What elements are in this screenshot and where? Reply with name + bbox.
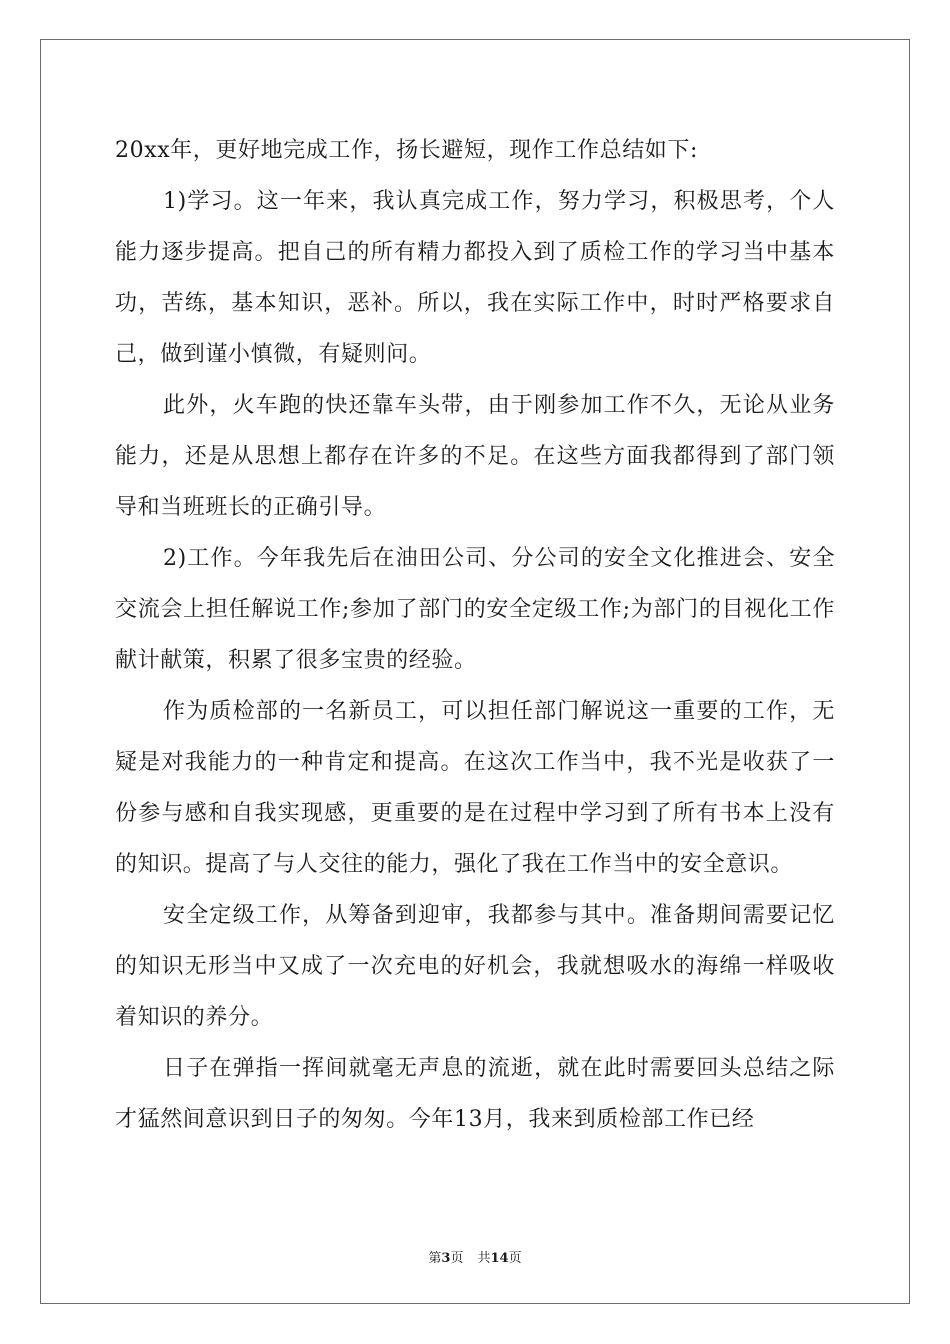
page-footer [0,1247,950,1266]
paragraph-6: 安全定级工作，从筹备到迎审，我都参与其中。准备期间需要记忆的知识无形当中又成了一次充电的好机会，我就想吸水的海绵一样吸收着知识的养分。 [115,903,835,1030]
paragraph-7: 日子在弹指一挥间就毫无声息的流逝，就在此时需要回头总结之际才猛然间意识到日子的匆匆。今年13月，我来到质检部工作已经 [115,1056,835,1132]
paragraph-2: 1)学习。这一年来，我认真完成工作，努力学习，积极思考，个人能力逐步提高。把自己的所有精力都投入到了质检工作的学习当中基本功，苦练，基本知识，恶补。所以，我在实际工作中，时时严格要求自己，做到谨小慎微，有疑则问。 [115,189,835,367]
page-prefix: 第 [428,1251,442,1266]
paragraph-5: 作为质检部的一名新员工，可以担任部门解说这一重要的工作，无疑是对我能力的一种肯定和提高。在这次工作当中，我不光是收获了一份参与感和自我实现感，更重要的是在过程中学习到了所有书本上没有的知识。提高了与人交往的能力，强化了我在工作当中的安全意识。 [115,699,835,877]
document-body [115,125,835,1145]
page-suffix: 页 [450,1251,464,1266]
paragraph-1: 20xx年，更好地完成工作，扬长避短，现作工作总结如下: [115,138,699,163]
total-pages: 14 [490,1251,509,1266]
total-prefix: 共 [477,1251,491,1266]
paragraph-4: 2)工作。今年我先后在油田公司、分公司的安全文化推进会、安全交流会上担任解说工作;参加了部门的安全定级工作;为部门的目视化工作献计献策，积累了很多宝贵的经验。 [115,546,835,673]
paragraph-3: 此外，火车跑的快还靠车头带，由于刚参加工作不久，无论从业务能力，还是从思想上都存在许多的不足。在这些方面我都得到了部门领导和当班班长的正确引导。 [115,393,835,520]
total-suffix: 页 [508,1251,522,1266]
page-number: 3 [441,1251,451,1266]
